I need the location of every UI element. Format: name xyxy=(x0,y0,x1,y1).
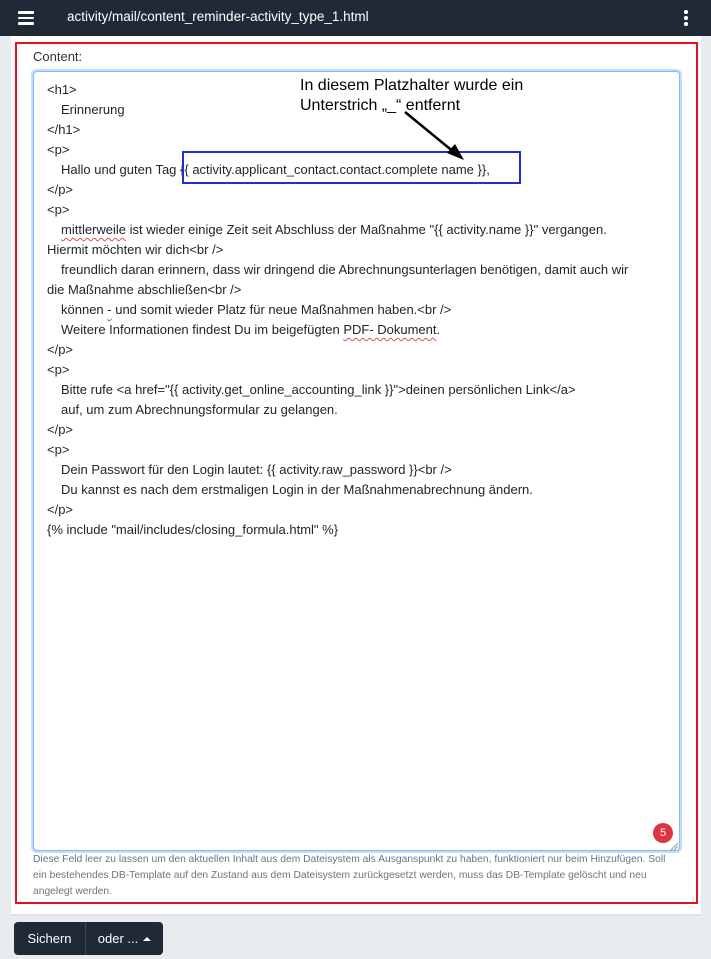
code-line: Hiermit möchten wir dich<br /> xyxy=(47,242,224,257)
page-title: activity/mail/content_reminder-activity_type_1.html xyxy=(67,9,369,24)
help-text: Diese Feld leer zu lassen um den aktuellen Inhalt aus dem Dateisystem als Ausganspunkt zu haben, funktioniert nur beim Hinzufügen. Soll ein bestehendes DB-Template auf den Zustand aus dem Dateisystem zurückgesetzt werden, muss das DB-Template gelöscht und neu angelegt werden. xyxy=(33,854,666,897)
spellcheck-word: - xyxy=(107,302,112,317)
code-text: und somit wieder Platz für neue Maßnahmen haben.<br /> xyxy=(111,302,452,317)
code-line: </h1> xyxy=(47,122,81,137)
placeholder-highlight-box xyxy=(182,151,521,184)
code-line xyxy=(61,322,440,338)
hamburger-icon[interactable] xyxy=(10,6,42,30)
code-line: Erinnerung xyxy=(61,102,125,117)
code-line: <p> xyxy=(47,362,70,377)
placeholder-text: {{ activity.applicant_contact.contact.complete name }}, xyxy=(180,162,490,177)
spellcheck-word: mittlerweile xyxy=(61,222,127,237)
code-line: </p> xyxy=(47,182,74,197)
save-button[interactable]: Sichern xyxy=(14,922,86,955)
code-text: können xyxy=(61,302,108,317)
code-line: <h1> xyxy=(47,82,77,97)
resize-handle-icon[interactable] xyxy=(670,842,678,850)
notification-badge: 5 xyxy=(653,823,673,843)
caret-up-icon xyxy=(143,937,151,941)
annotation-arrow-icon xyxy=(400,108,470,168)
code-line: die Maßnahme abschließen<br /> xyxy=(47,282,242,297)
code-line: <p> xyxy=(47,142,70,157)
action-button-group xyxy=(14,922,163,955)
annotation-line: In diesem Platzhalter wurde ein xyxy=(300,77,524,94)
annotation-line: Unterstrich „_“ entfernt xyxy=(300,97,461,114)
code-line: auf, um zum Abrechnungsformular zu gelangen. xyxy=(61,402,338,417)
more-options-button[interactable] xyxy=(86,922,163,955)
code-line xyxy=(61,302,451,318)
code-line: {% include "mail/includes/closing_formula.html" %} xyxy=(47,522,339,537)
code-line: Bitte rufe <a href="{{ activity.get_online_accounting_link }}">deinen persönlichen Link</a> xyxy=(61,382,576,397)
code-line: </p> xyxy=(47,422,74,437)
code-line: <p> xyxy=(47,202,70,217)
top-bar xyxy=(0,0,711,36)
spellcheck-word: PDF- Dokument xyxy=(343,322,437,337)
code-line: </p> xyxy=(47,502,74,517)
more-options-label: oder ... xyxy=(97,931,139,946)
code-text: ist wieder einige Zeit seit Abschluss der Maßnahme "{{ activity.name }}" vergangen. xyxy=(126,222,607,237)
content-textarea[interactable] xyxy=(33,71,680,851)
code-text: . xyxy=(436,322,441,337)
code-line xyxy=(61,222,607,238)
greeting-text: Hallo und guten Tag xyxy=(61,162,181,177)
code-line: </p> xyxy=(47,342,74,357)
code-text: Weitere Informationen findest Du im beigefügten xyxy=(61,322,344,337)
code-line: <p> xyxy=(47,442,70,457)
code-line: Du kannst es nach dem erstmaligen Login in der Maßnahmenabrechnung ändern. xyxy=(61,482,533,497)
code-line: Dein Passwort für den Login lautet: {{ activity.raw_password }}<br /> xyxy=(61,462,452,477)
content-label: Content: xyxy=(33,49,83,64)
code-line: freundlich daran erinnern, dass wir dringend die Abrechnungsunterlagen benötigen, damit auch wir xyxy=(61,262,629,277)
kebab-menu-icon[interactable] xyxy=(681,8,691,28)
